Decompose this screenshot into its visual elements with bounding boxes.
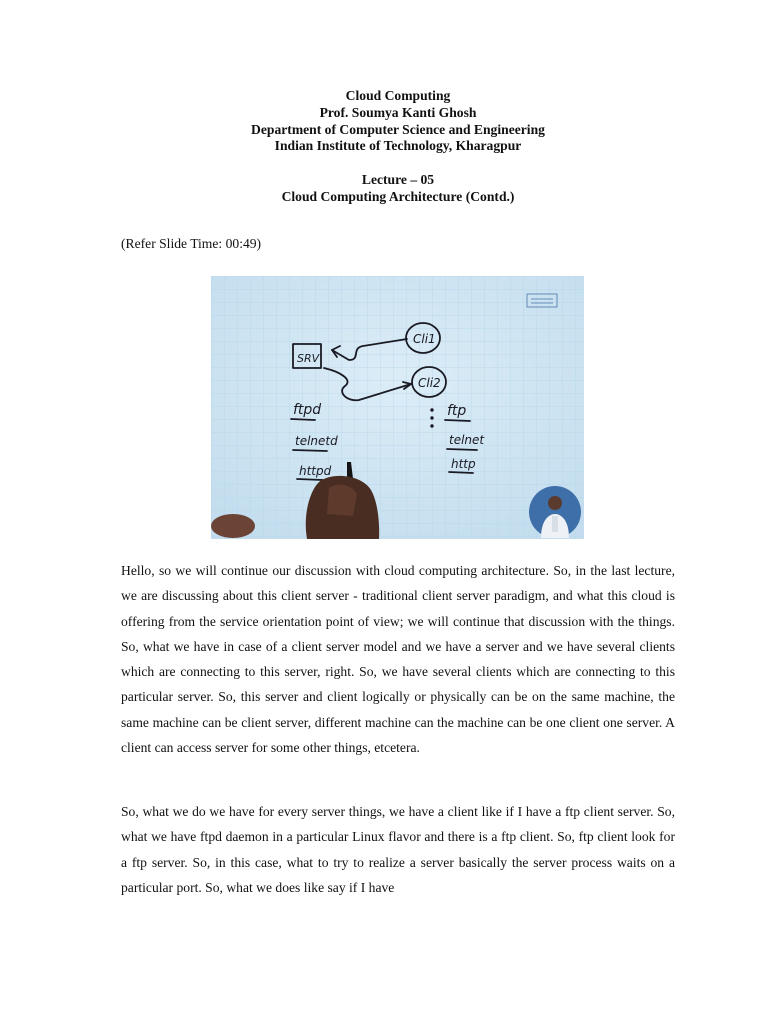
client-program-telnet: telnet [449,433,485,447]
paragraph-2: So, what we do we have for every server things, we have a client like if I have a ftp client server. So, what we have ftpd daemon in a particular Linux flavor and there is a ftp client. So, ftp client look for a ftp server. So, in this case, what to try to realize a server basically the server process waits on a particular port. So, what we does like say if I have [121,804,675,895]
client2-label: Cli2 [418,376,441,390]
institute-name: Indian Institute of Technology, Kharagpur [274,138,522,154]
server-label: SRV [297,352,320,365]
department-name: Department of Computer Science and Engineering [251,121,545,137]
server-daemon-httpd: httpd [299,464,332,478]
underline-telnet [447,449,477,450]
lecture-number: Lecture – 05 [361,172,435,188]
underline-http [449,472,473,473]
server-daemon-ftpd: ftpd [293,402,322,418]
lecture-title: Cloud Computing Architecture (Contd.) [281,188,515,204]
underline-ftp [445,420,470,421]
underline-telnetd [293,450,327,451]
presenter-thumbnail [529,486,581,538]
lecture-header [0,88,768,206]
refer-slide-time: (Refer Slide Time: 00:49) [121,236,262,251]
paragraph-1: Hello, so we will continue our discussion with cloud computing architecture. So, in the last lecture, we are discussing about this client server - traditional client server paradigm, and what this cloud is offering from the service orientation point of view; we will continue that discussion with the things. So, what we have in case of a client server model and we have a server and we have several clients which are connecting to this server, right. So, we have several clients which are connecting to this particular server. So, this server and client logically or physically can be on the same machine, the same machine can be client server, different machine can the machine can be one client one server. A client can access server for some other things, etcetera. [121,563,675,756]
client-program-http: http [451,457,476,471]
underline-httpd [297,479,323,480]
slide-drawing [211,276,584,539]
client-program-ftp: ftp [447,403,467,419]
slide-grid [211,276,584,539]
professor-name: Prof. Soumya Kanti Ghosh [319,104,477,120]
lecture-slide-image [211,276,584,539]
underline-ftpd [291,419,315,420]
course-title: Cloud Computing [345,88,451,103]
client1-label: Cli1 [413,332,436,346]
server-daemon-telnetd: telnetd [295,434,338,448]
